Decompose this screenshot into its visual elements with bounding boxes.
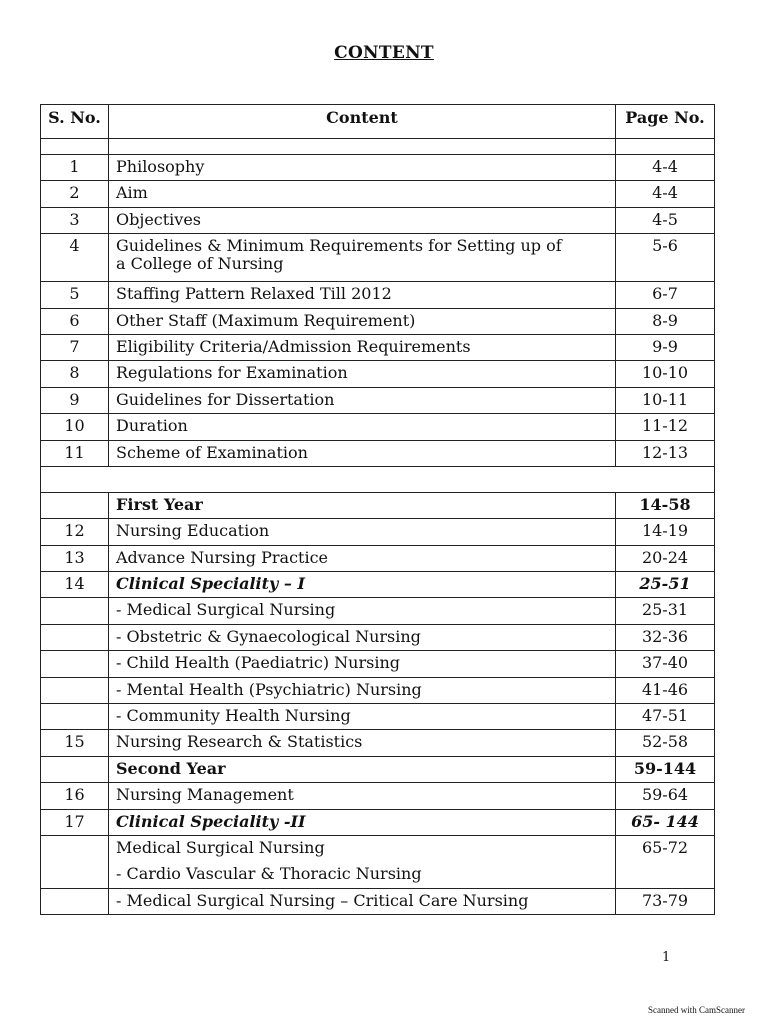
row-page: 10-10 [616,361,715,387]
row-content [109,835,616,888]
header-sno: S. No. [41,105,109,139]
header-page: Page No. [616,105,715,139]
row-sno [41,598,109,624]
table-row [41,492,715,518]
row-page: 25-31 [616,598,715,624]
table-row [41,756,715,782]
row-page: 4-5 [616,207,715,233]
row-sno [41,835,109,888]
row-sno: 10 [41,414,109,440]
table-spacer-row [41,466,715,492]
row-page: 65-72 [616,835,715,888]
table-header-row [41,105,715,139]
row-content: Staffing Pattern Relaxed Till 2012 [109,282,616,308]
row-page: 41-46 [616,677,715,703]
table-row [41,835,715,888]
row-sno: 14 [41,572,109,598]
table-gap-row [41,139,715,155]
table-row [41,730,715,756]
row-content-line1: Guidelines & Minimum Requirements for Setting up of [116,236,562,256]
row-content: Nursing Management [109,783,616,809]
row-sno: 7 [41,334,109,360]
row-page: 65- 144 [616,809,715,835]
table-row [41,234,715,282]
row-page: 14-58 [616,492,715,518]
row-content-line1: Medical Surgical Nursing [116,837,325,857]
row-content: Nursing Research & Statistics [109,730,616,756]
row-content: Clinical Speciality -II [109,809,616,835]
table-row [41,519,715,545]
row-page: 59-144 [616,756,715,782]
row-content: Clinical Speciality – I [109,572,616,598]
row-content: Aim [109,181,616,207]
row-page: 73-79 [616,888,715,914]
row-page: 47-51 [616,704,715,730]
table-row [41,704,715,730]
row-sno: 16 [41,783,109,809]
row-page: 20-24 [616,545,715,571]
row-content: Objectives [109,207,616,233]
page-title: CONTENT [334,43,434,63]
row-content: - Obstetric & Gynaecological Nursing [109,624,616,650]
row-sno: 1 [41,155,109,181]
row-sno [41,704,109,730]
row-sno: 11 [41,440,109,466]
row-content [109,234,616,282]
row-page: 11-12 [616,414,715,440]
row-content: Second Year [109,756,616,782]
table-row [41,651,715,677]
row-sno: 15 [41,730,109,756]
row-page: 32-36 [616,624,715,650]
row-page: 14-19 [616,519,715,545]
row-content: Other Staff (Maximum Requirement) [109,308,616,334]
row-page: 9-9 [616,334,715,360]
table-row [41,414,715,440]
row-content: - Community Health Nursing [109,704,616,730]
header-content: Content [109,105,616,139]
row-content: Guidelines for Dissertation [109,387,616,413]
row-sno: 4 [41,234,109,282]
row-content: Eligibility Criteria/Admission Requirements [109,334,616,360]
page-number: 1 [662,950,671,965]
row-content: Nursing Education [109,519,616,545]
row-content: - Medical Surgical Nursing [109,598,616,624]
row-page: 10-11 [616,387,715,413]
table-row [41,572,715,598]
row-content: Duration [109,414,616,440]
scanner-watermark: Scanned with CamScanner [648,1005,745,1015]
table-row [41,181,715,207]
row-sno [41,888,109,914]
row-page: 4-4 [616,181,715,207]
row-sno: 6 [41,308,109,334]
row-sno: 12 [41,519,109,545]
row-content-line2: - Cardio Vascular & Thoracic Nursing [116,863,422,883]
table-row [41,677,715,703]
row-page: 4-4 [616,155,715,181]
table-row [41,361,715,387]
table-row [41,888,715,914]
row-sno [41,677,109,703]
table-row [41,334,715,360]
row-sno: 5 [41,282,109,308]
row-page: 37-40 [616,651,715,677]
table-row [41,440,715,466]
table-row [41,155,715,181]
table-row [41,598,715,624]
table-row [41,783,715,809]
contents-table [40,104,715,915]
row-page: 8-9 [616,308,715,334]
row-sno [41,651,109,677]
row-page: 12-13 [616,440,715,466]
table-row [41,308,715,334]
row-sno: 2 [41,181,109,207]
row-content: Advance Nursing Practice [109,545,616,571]
row-sno: 9 [41,387,109,413]
row-sno [41,756,109,782]
row-content: Scheme of Examination [109,440,616,466]
table-row [41,545,715,571]
row-content: First Year [109,492,616,518]
row-content: - Mental Health (Psychiatric) Nursing [109,677,616,703]
row-page: 59-64 [616,783,715,809]
row-sno: 17 [41,809,109,835]
row-sno [41,624,109,650]
row-page: 6-7 [616,282,715,308]
row-sno: 8 [41,361,109,387]
row-page: 52-58 [616,730,715,756]
row-sno: 13 [41,545,109,571]
table-row [41,387,715,413]
table-row [41,624,715,650]
table-row [41,207,715,233]
row-sno: 3 [41,207,109,233]
table-row [41,809,715,835]
row-content: - Medical Surgical Nursing – Critical Care Nursing [109,888,616,914]
table-row [41,282,715,308]
row-content-line2: a College of Nursing [116,254,284,274]
row-page: 25-51 [616,572,715,598]
row-content: - Child Health (Paediatric) Nursing [109,651,616,677]
row-sno [41,492,109,518]
row-content: Regulations for Examination [109,361,616,387]
row-content: Philosophy [109,155,616,181]
row-page: 5-6 [616,234,715,282]
